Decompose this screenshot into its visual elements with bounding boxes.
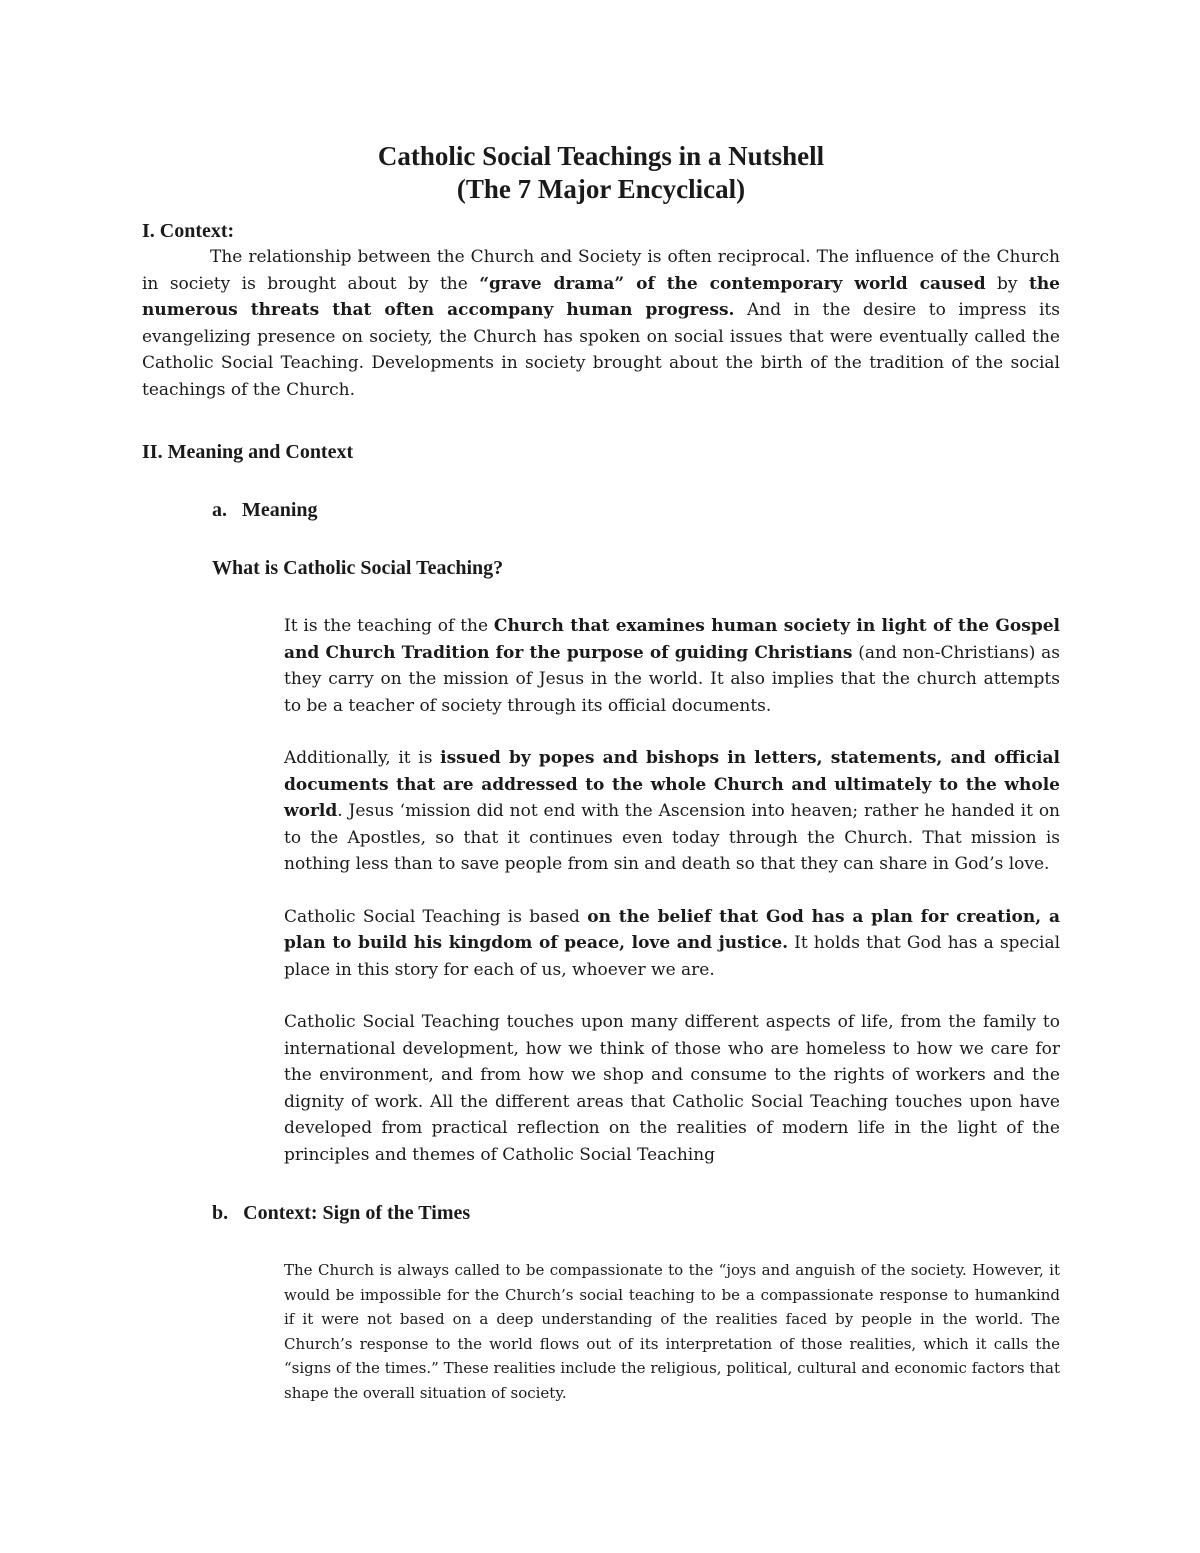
document-page xyxy=(142,140,1060,1405)
context-block xyxy=(284,1258,1060,1405)
question-heading: What is Catholic Social Teaching? xyxy=(212,557,504,579)
meaning-paragraph-2 xyxy=(284,745,1060,878)
context-paragraph: The Church is always called to be compassionate to the “joys and anguish of the society. However, it would be impossible for the Church’s social teaching to be a compassionate response to humankind if it were not based on a deep understanding of the realities faced by people in the world. The Church’s response to the world flows out of its interpretation of those realities, which it calls the “signs of the times.” These realities include the religious, political, cultural and economic factors that shape the overall situation of society. xyxy=(284,1261,1060,1402)
text-run: It is the teaching of the xyxy=(284,616,494,636)
bold-run: Church that examines human society in light of the Gospel and Church Tradition for the purpose of guiding Christians xyxy=(284,616,1061,663)
title-line-2: (The 7 Major Encyclical) xyxy=(456,174,746,204)
text-run: . Jesus ‘mission did not end with the Ascension into heaven; rather he handed it on to the Apostles, so that it continues even today through the Church. That mission is nothing less than to save people from sin and death so that they can share in God’s love. xyxy=(284,801,1060,874)
bold-run: on the belief that God has a plan for creation, a plan to build his kingdom of peace, love and justice. xyxy=(284,906,1060,953)
bold-run: “grave drama” of the contemporary world caused xyxy=(479,273,986,294)
text-run: (and non-Christians) as they carry on the mission of Jesus in the world. It also implies that the church attempts to be a teacher of society through its official documents. xyxy=(284,642,1060,716)
text-run: Additionally, it is xyxy=(284,748,441,768)
meaning-paragraph-4: Catholic Social Teaching touches upon many different aspects of life, from the family to international development, how we think of those who are homeless to how we care for the environment, and from how we shop and consume to the rights of workers and the dignity of work. All the different areas that Catholic Social Teaching touches upon have developed from practical reflection on the realities of modern life in the light of the principles and themes of Catholic Social Teaching xyxy=(284,1012,1060,1165)
section-1-heading: I. Context: xyxy=(142,220,235,242)
meaning-paragraph-3 xyxy=(284,904,1060,984)
bold-run: issued by popes and bishops in letters, statements, and official documents that are addressed to the whole Church and ultimately to the whole world xyxy=(284,748,1060,821)
section-1-paragraph xyxy=(142,244,1060,403)
bold-run: the numerous threats that often accompany human progress. xyxy=(142,273,1060,320)
text-run: by xyxy=(985,273,1029,294)
title-line-1: Catholic Social Teachings in a Nutshell xyxy=(377,141,825,171)
meaning-block xyxy=(284,613,1060,1168)
text-run: Catholic Social Teaching is based xyxy=(284,906,588,927)
text-run: And in the desire to impress its evangelizing presence on society, the Church has spoken on social issues that were eventually called the Catholic Social Teaching. Developments in society brought about the birth of the tradition of the social teachings of the Church. xyxy=(142,300,1060,400)
meaning-paragraph-1 xyxy=(284,613,1060,719)
section-2-heading: II. Meaning and Context xyxy=(142,441,354,463)
subsection-b-heading: b. Context: Sign of the Times xyxy=(212,1202,471,1224)
text-run: It holds that God has a special place in this story for each of us, whoever we are. xyxy=(284,933,1061,980)
document-title xyxy=(142,140,1060,206)
text-run: The relationship between the Church and Society is often reciprocal. The influence of the Church in society is brought about by the xyxy=(142,247,1060,294)
subsection-a-heading: a. Meaning xyxy=(212,499,318,521)
